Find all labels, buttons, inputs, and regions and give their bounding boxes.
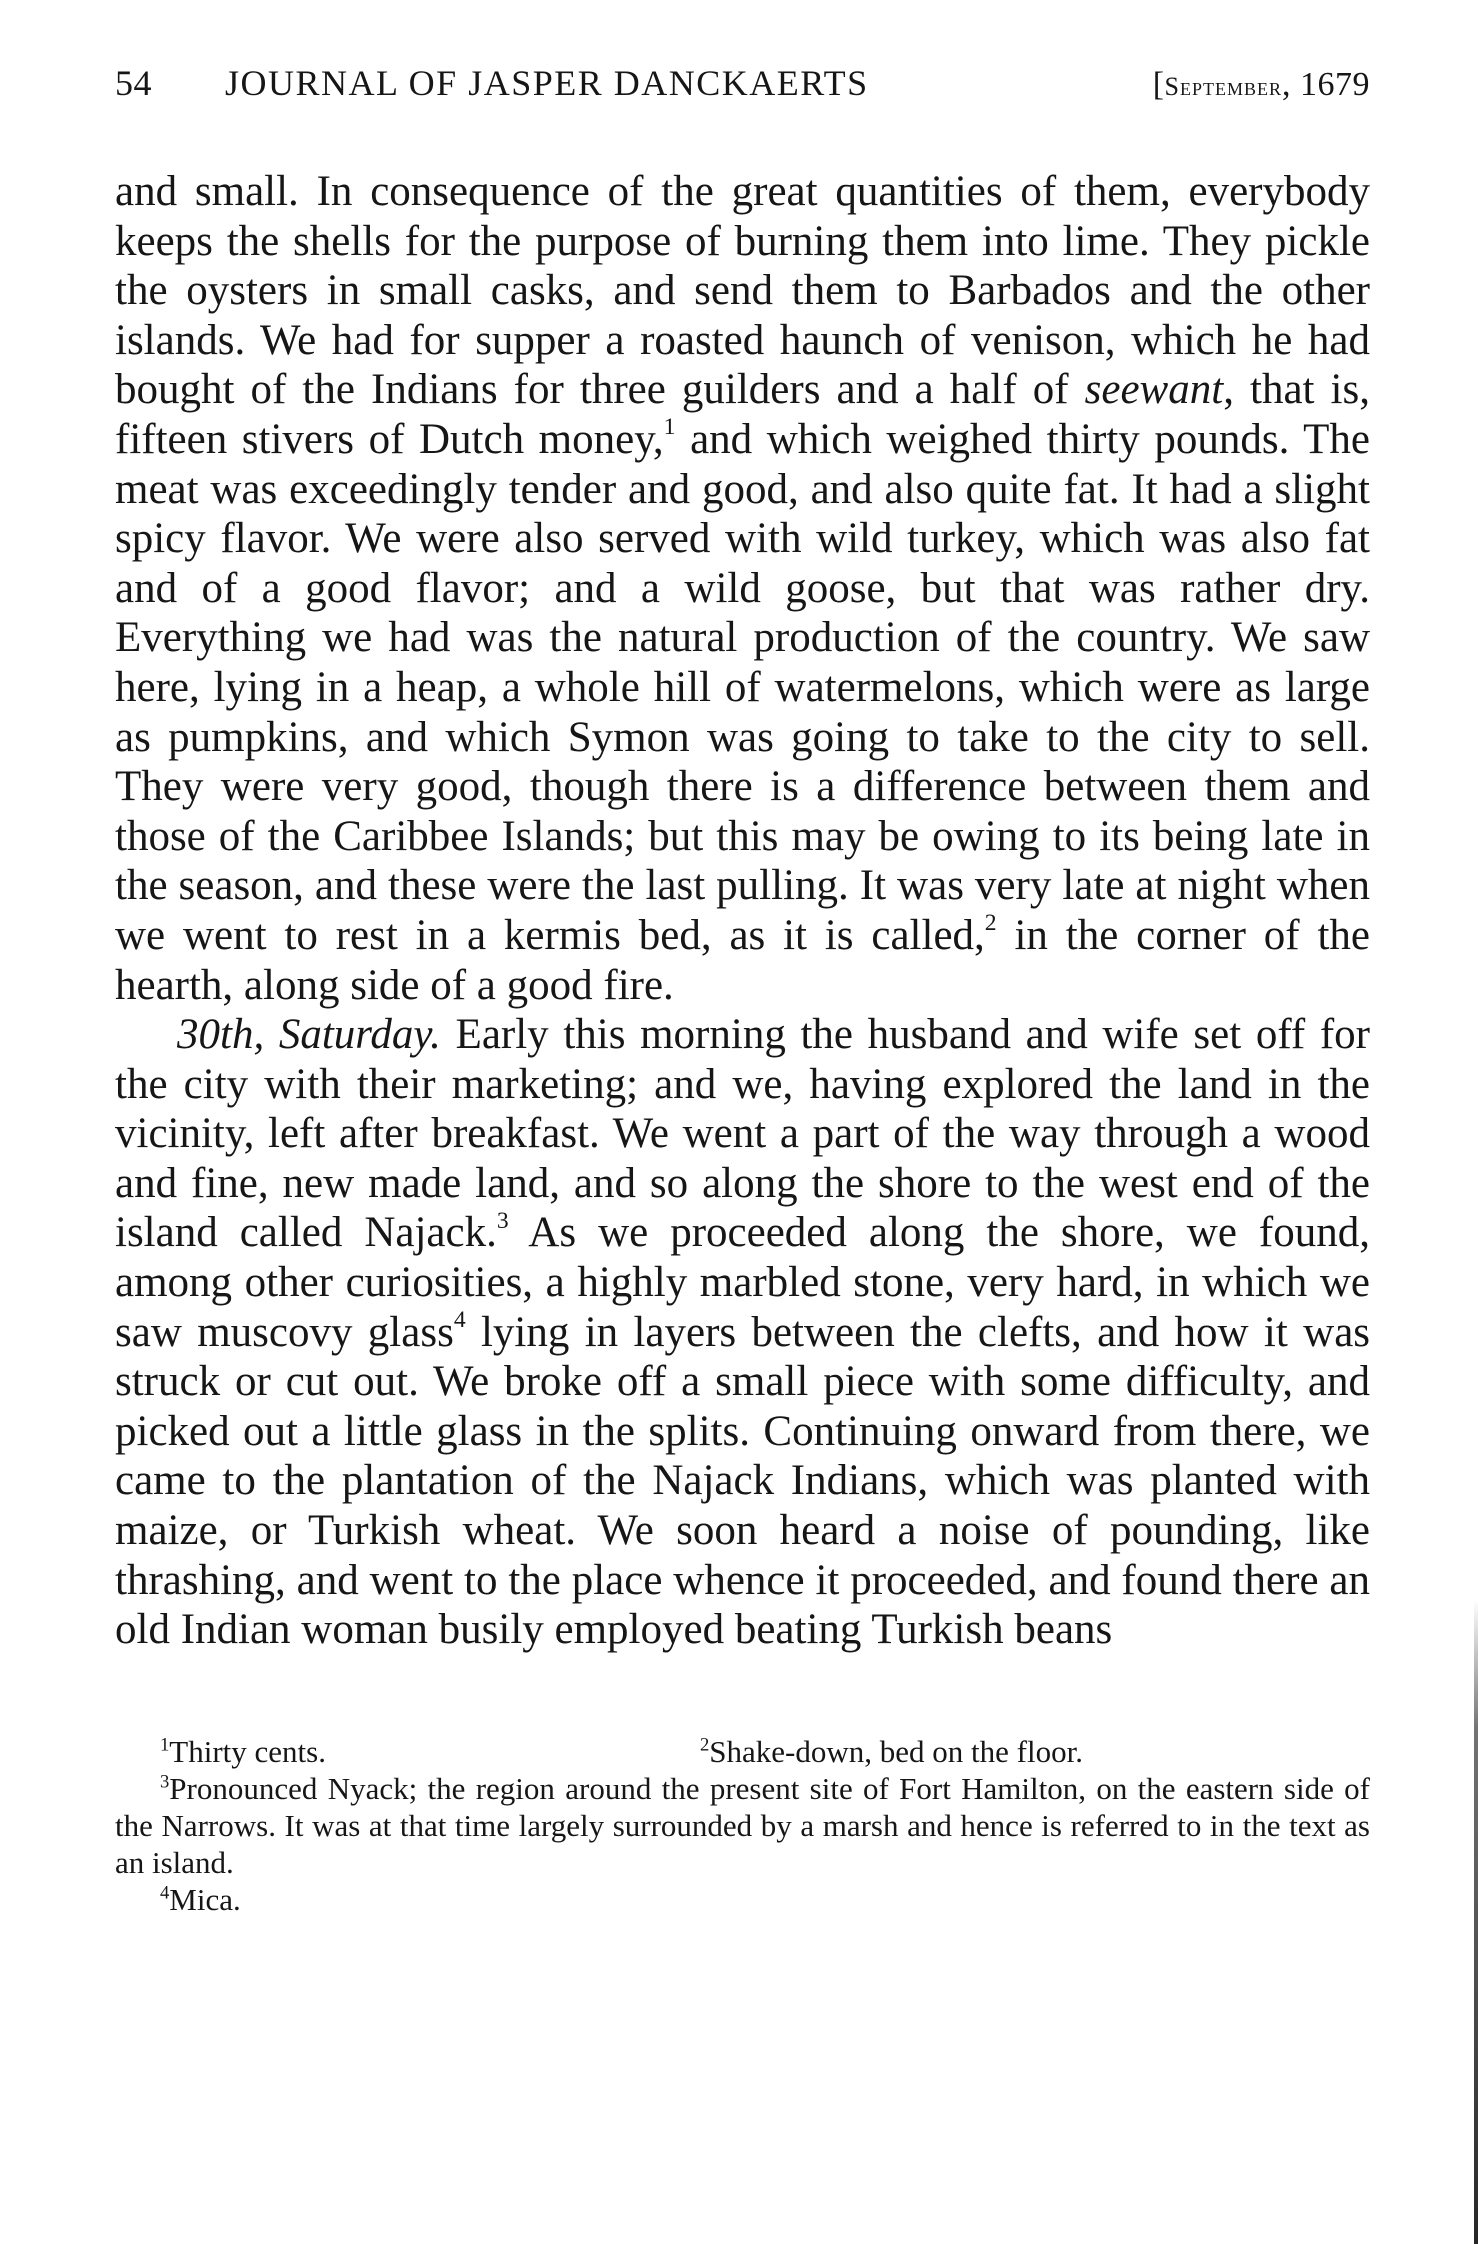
date-year: , 1679	[1282, 66, 1370, 103]
paragraph-1-text-c: , that is, fifteen stivers of Dutch money,	[115, 366, 1370, 463]
footnote-4	[115, 1881, 1370, 1918]
footnote-row-1-2	[115, 1733, 1370, 1770]
page-number: 54	[115, 63, 152, 103]
footnote-1-number: 1	[160, 1734, 170, 1756]
scan-edge-shadow	[1474, 1600, 1478, 2244]
footnote-3	[115, 1770, 1370, 1881]
date-month: September	[1164, 72, 1282, 101]
book-page	[115, 62, 1370, 1918]
paragraph-2	[115, 1010, 1370, 1655]
footnote-4-number: 4	[160, 1882, 170, 1904]
footnote-2-text: Shake-down, bed on the floor.	[709, 1733, 1083, 1769]
paragraph-1-text-e: in the corner of the hearth, along side of a good fire.	[115, 911, 1371, 1009]
footnote-2-number: 2	[700, 1734, 710, 1756]
paragraph-1	[115, 167, 1370, 1010]
paragraph-1-text-d: and which weighed thirty pounds. The meat was exceedingly tender and good, and also quite fat. It had a slight spicy flavor. We were also served with wild turkey, which was also fat and of a good flavor; and a wild goose, but that was rather dry. Everything we had was the natural production of the country. We saw here, lying in a heap, a whole hill of watermelons, which were as large as pumpkins, and which Symon was going to take to the city to sell. They were very good, though there is a difference between them and those of the Caribbee Islands; but this may be owing to its being late in the season, and these were the last pulling. It was very late at night when we went to rest in a kermis bed, as it is called,	[115, 415, 1371, 959]
footnote-3-text: Pronounced Nyack; the region around the present site of Fort Hamilton, on the eastern side of the Narrows. It was at that time largely surrounded by a marsh and hence is referred to in the text as an island.	[115, 1770, 1370, 1880]
footnote-ref-1[interactable]: 1	[663, 414, 676, 441]
footnote-2	[700, 1733, 1083, 1770]
italic-seewant: seewant	[1084, 366, 1224, 414]
footnote-4-text: Mica.	[169, 1881, 241, 1917]
running-title: JOURNAL OF JASPER DANCKAERTS	[225, 63, 869, 103]
footnote-1	[160, 1733, 700, 1770]
paragraph-1-text-a: and small. In consequence of the great quantities of them, everybody keeps the shells for the purpose of burning them into lime. They pickle the oysters in small casks, and send them to Barbados and the other islands. We had for supper a roasted haunch of venison, which he had bought of the Indians for three guilders and a half of	[115, 168, 1370, 414]
footnote-ref-3[interactable]: 3	[496, 1207, 509, 1234]
paragraph-2-text-b: Early this morning the husband and wife set off for the city with their marketing; and we, having explored the land in the vicinity, left after breakfast. We went a part of the way through a wood and fine, new made land, and so along the shore to the west end of the island called Najack.	[115, 1011, 1370, 1257]
paragraph-2-text-c: As we proceeded along the shore, we found, among other curiosities, a highly marbled stone, very hard, in which we saw muscovy glass	[115, 1209, 1370, 1356]
running-date	[1153, 66, 1370, 104]
paragraph-2-text-d: lying in layers between the clefts, and how it was struck or cut out. We broke off a small piece with some difficulty, and picked out a little glass in the splits. Continuing onward from there, we came to the plantation of the Najack Indians, which was planted with maize, or Turkish wheat. We soon heard a noise of pounding, like thrashing, and went to the place whence it proceeded, and found there an old Indian woman busily employed beating Turkish beans	[115, 1308, 1371, 1654]
date-bracket: [	[1152, 66, 1165, 103]
footnote-ref-4[interactable]: 4	[453, 1306, 466, 1333]
footnote-3-number: 3	[160, 1771, 170, 1793]
footnote-ref-2[interactable]: 2	[984, 910, 997, 937]
date-entry-heading: 30th, Saturday.	[177, 1011, 441, 1059]
body-text	[115, 167, 1370, 1655]
footnotes	[115, 1733, 1370, 1918]
running-head	[115, 62, 1370, 122]
footnote-1-text: Thirty cents.	[169, 1733, 326, 1769]
